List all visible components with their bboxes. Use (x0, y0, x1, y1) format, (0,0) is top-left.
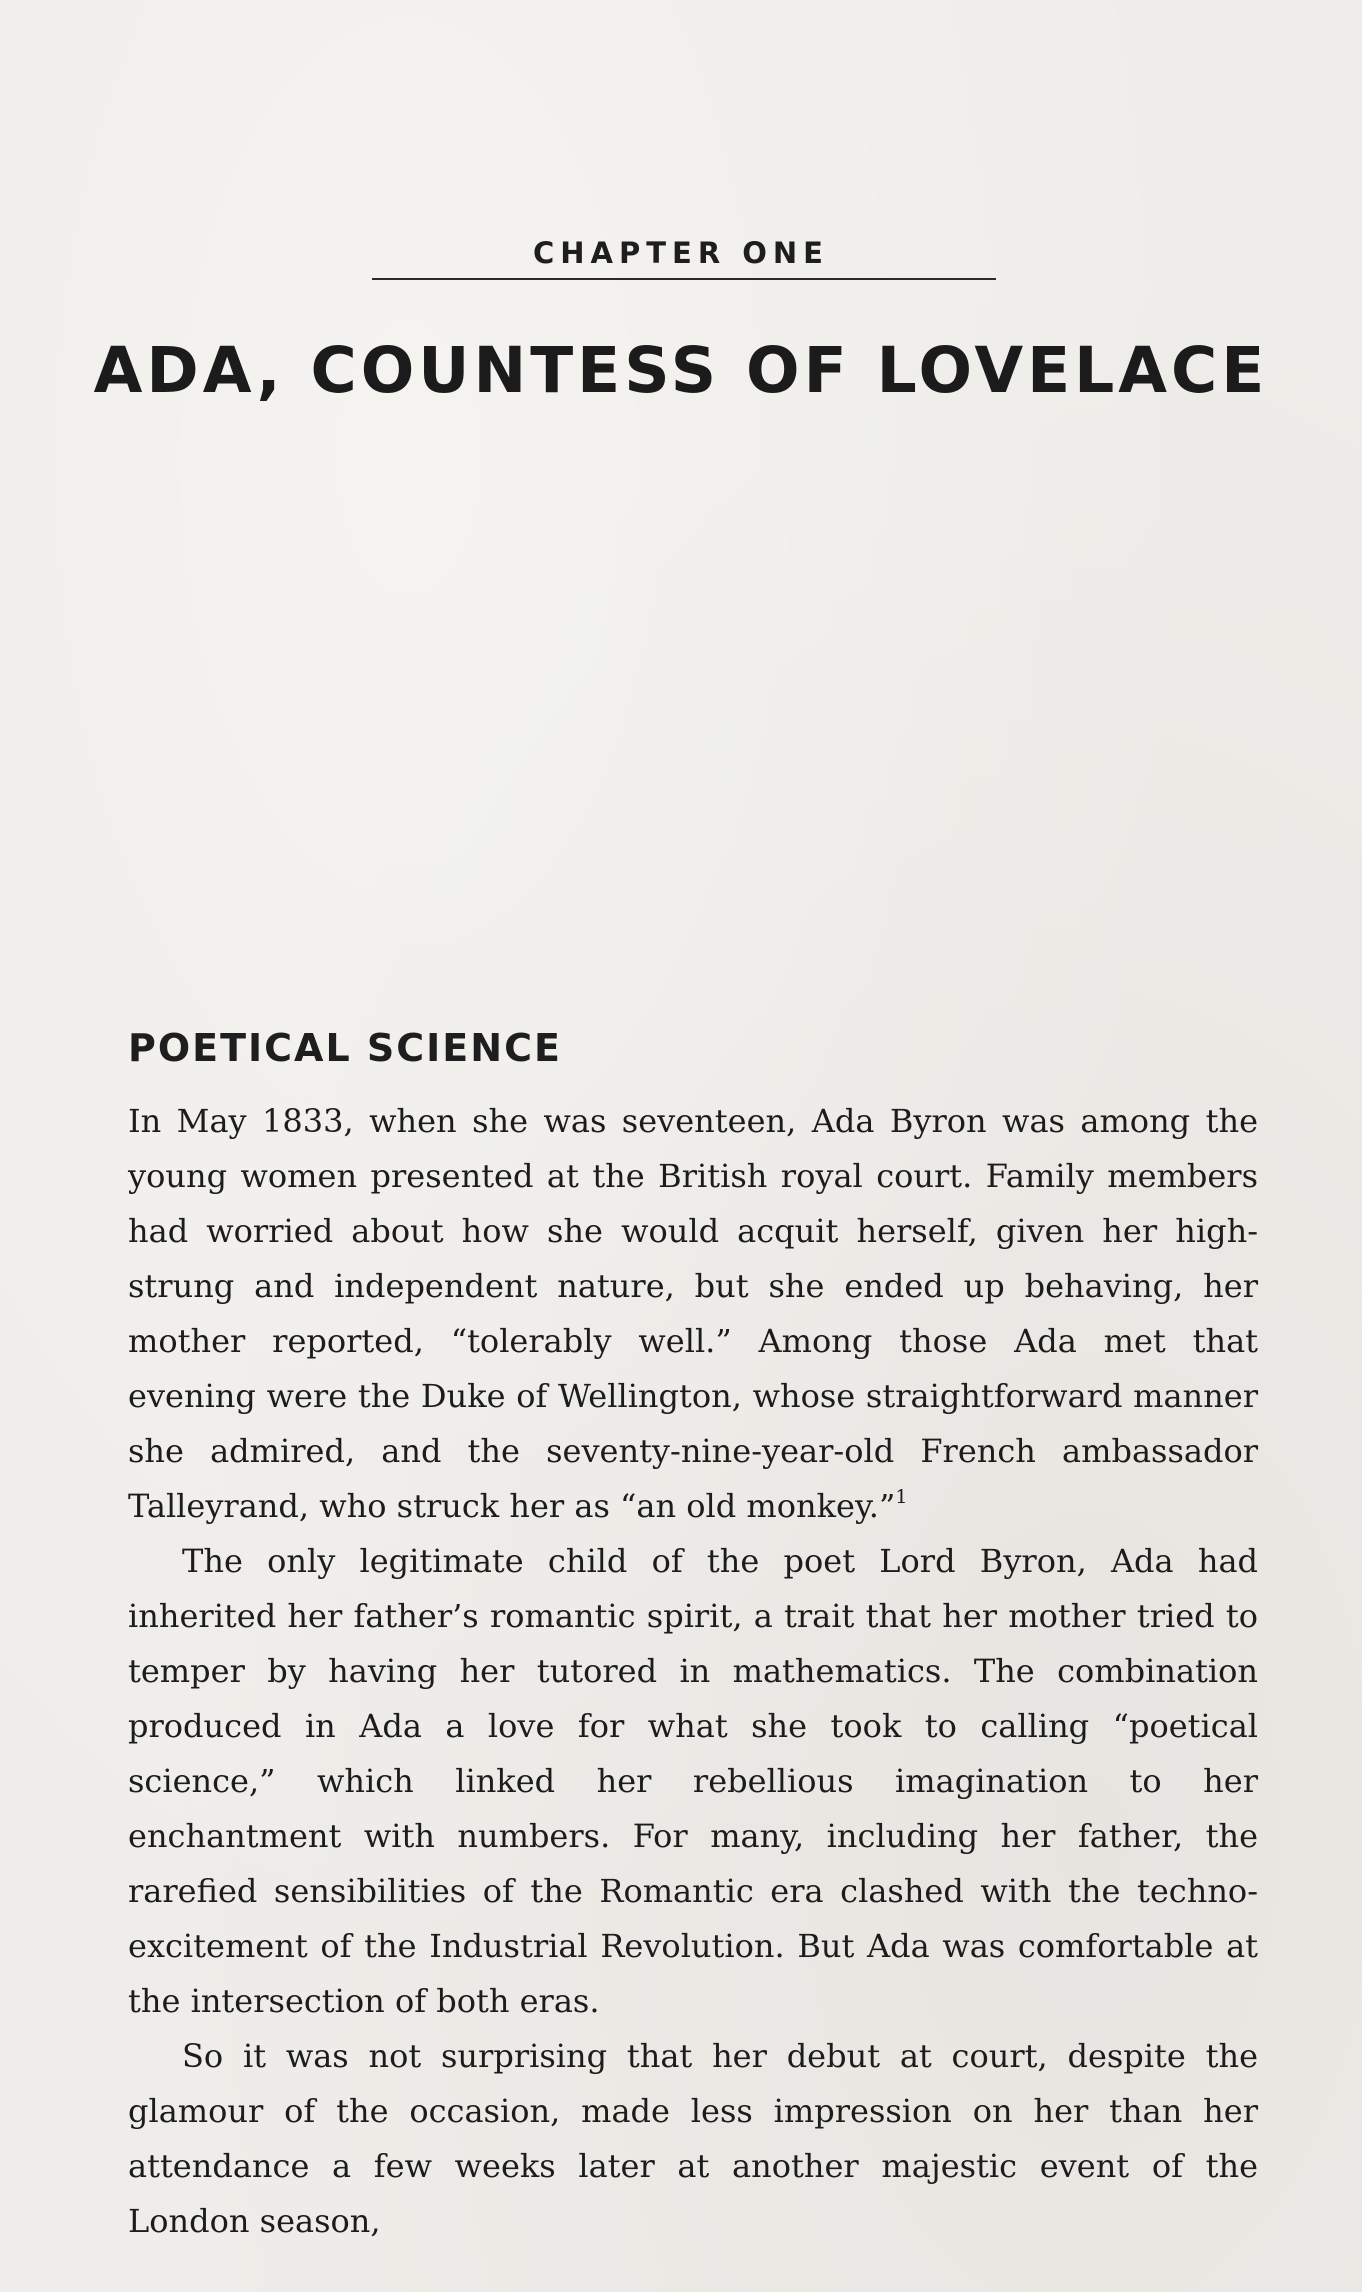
paragraph-3: So it was not surprising that her debut at court, despite the glamour of the occasion, made less impression on her than her attendance a few weeks later at another majestic event of the London season, (128, 2037, 1258, 2240)
paragraph-1 (128, 1094, 1258, 1534)
chapter-label: CHAPTER ONE (532, 236, 829, 270)
chapter-rule (372, 278, 996, 280)
paragraph-2: The only legitimate child of the poet Lord Byron, Ada had inherited her father’s romantic spirit, a trait that her mother tried to temper by having her tutored in mathematics. The combination produced in Ada a love for what she took to calling “poetical science,” which linked her rebellious imagination to her enchantment with numbers. For many, including her father, the rarefied sensibilities of the Romantic era clashed with the techno-excitement of the Industrial Revolution. But Ada was comfortable at the intersection of both eras. (128, 1542, 1258, 2020)
section-heading: POETICAL SCIENCE (128, 1026, 562, 1070)
paragraph-1-text: In May 1833, when she was seventeen, Ada Byron was among the young women presented at the British royal court. Family members had worried about how she would acquit herself, given her high-strung and independent nature, but she ended up behaving, her mother reported, “tolerably well.” Among those Ada met that evening were the Duke of Wellington, whose straightforward manner she admired, and the seventy-nine-year-old French ambassador Talleyrand, who struck her as “an old monkey.” (128, 1102, 1258, 1525)
body-text (128, 1094, 1258, 2249)
footnote-marker: 1 (895, 1486, 908, 1508)
chapter-title: ADA, COUNTESS OF LOVELACE (93, 334, 1269, 407)
